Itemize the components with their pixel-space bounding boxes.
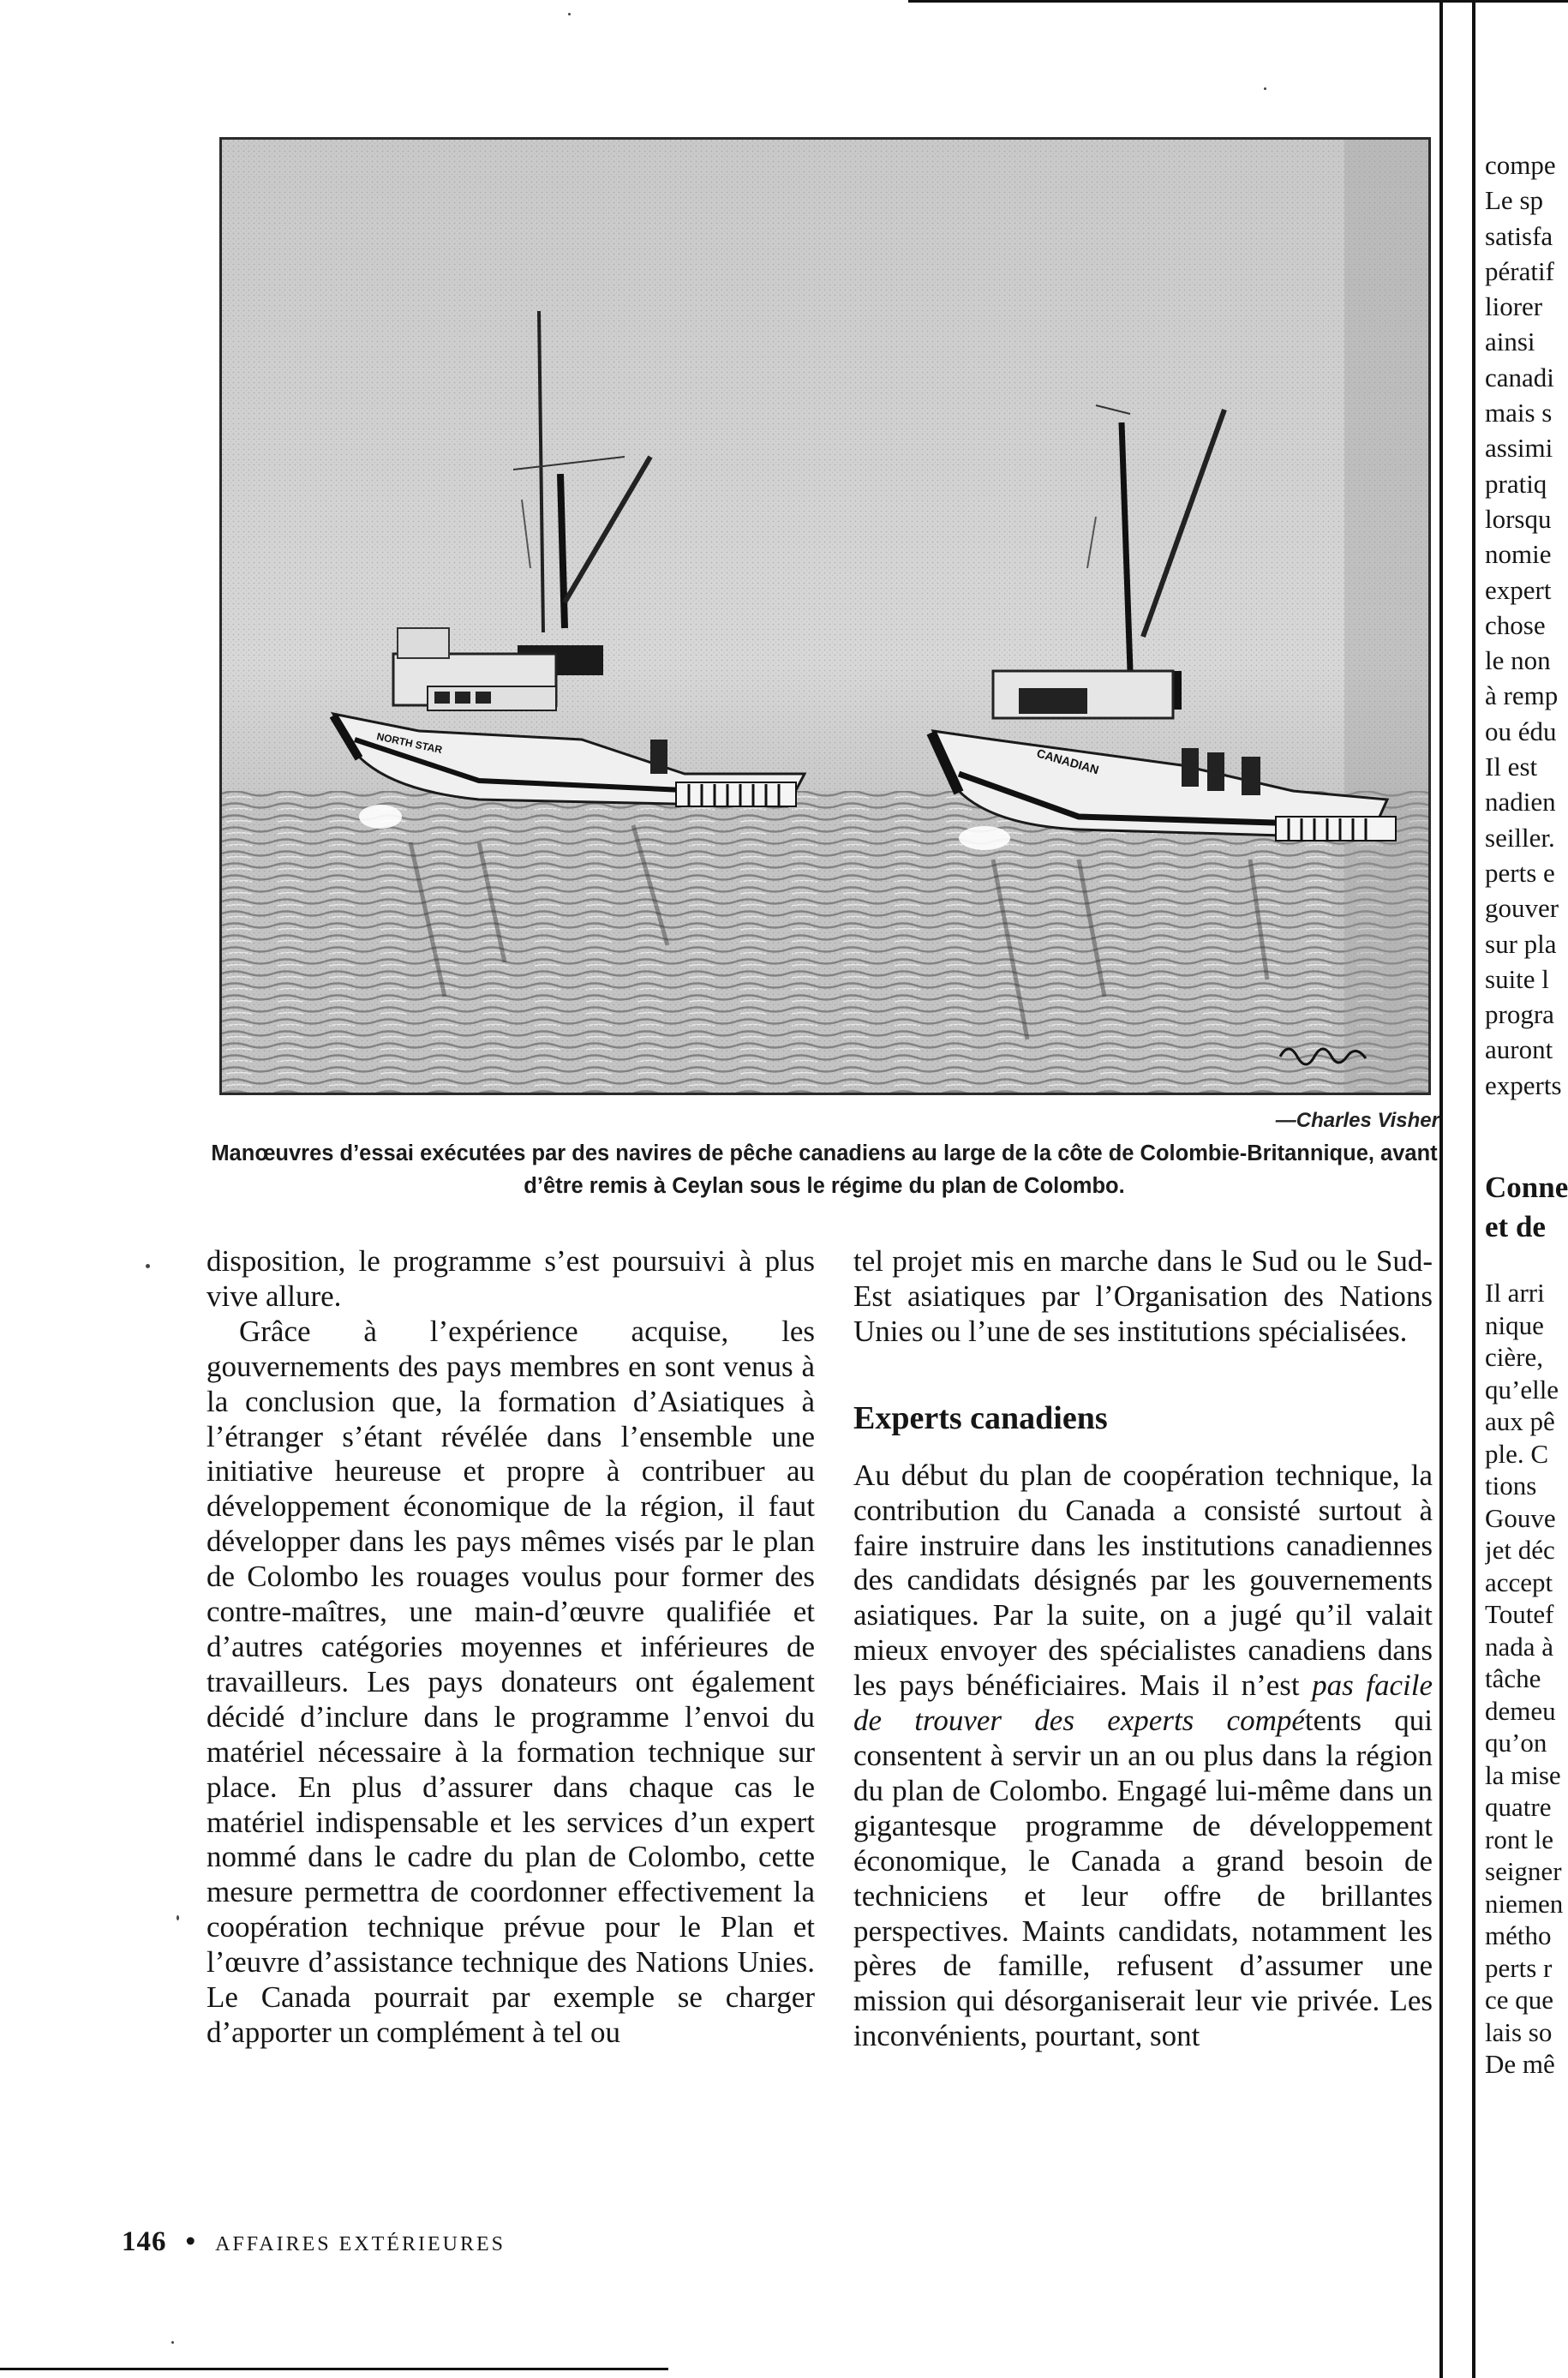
paragraph-text: tents qui consentent à servir un an ou plus dans la région du plan de Colombo. Engagé lui-même dans un gigantesque programme de développement économique, le Canada a grand besoin de techniciens et leur offre de brillantes perspectives. Maints candidats, notamment les pères de famille, refusent d’assumer une mission qui désorganiserait leur vie privée. Les inconvénients, pourtant, sont xyxy=(853,1704,1433,2053)
paragraph: tel projet mis en marche dans le Sud ou le Sud-Est asiatiques par l’Organisation des Nations Unies ou l’une de ses institutions spécialisées. xyxy=(853,1244,1433,1348)
facing-page-line: mais s xyxy=(1485,398,1553,428)
facing-page-line: experts xyxy=(1485,1069,1562,1100)
boat-right-name: CANADIAN xyxy=(1035,746,1101,777)
facing-page-line: ront le xyxy=(1485,1824,1554,1854)
facing-page-line: qu’on xyxy=(1485,1728,1547,1758)
facing-page-line: Toutef xyxy=(1485,1599,1554,1629)
gutter-rule xyxy=(1472,0,1475,2378)
left-text-column xyxy=(206,1244,815,2051)
footer-bullet: • xyxy=(185,2226,197,2257)
boat-left-name: NORTH STAR xyxy=(375,730,444,757)
facing-page-line: compe xyxy=(1485,150,1556,180)
facing-page-line: chose xyxy=(1485,609,1546,640)
photo-credit: —Charles Visher xyxy=(1275,1109,1439,1132)
section-heading: Experts canadiens xyxy=(853,1399,1108,1436)
paragraph: disposition, le programme s’est poursuivi à plus vive allure. xyxy=(206,1244,815,1313)
paragraph: Grâce à l’expérience acquise, les gouvernements des pays membres en sont venus à la conclusion que, la formation d’Asiatiques à l’étranger s’étant révélée dans l’ensemble une initiative heureuse et propre à contribuer au développement économique de la région, il faut développer dans les pays mêmes visés par le plan de Colombo les rouages voulus pour former des contre-maîtres, une main-d’œuvre qualifiée et d’autres catégories moyennes et inférieures de travailleurs. Les pays donateurs ont également décidé d’inclure dans le programme l’envoi du matériel nécessaire à la formation technique sur place. En plus d’assurer dans chaque cas le matériel indispensable et les services d’un expert nommé dans le cadre du plan de Colombo, cette mesure permettra de coordonner effectivement la coopération technique prévue pour le Plan et l’œuvre d’assistance technique des Nations Unies. Le Canada pourrait par exemple se charger d’apporter un complément à tel ou xyxy=(206,1314,815,2049)
facing-page-line: et de xyxy=(1485,1210,1546,1243)
facing-page-line: la mise xyxy=(1485,1759,1561,1790)
facing-page-text-bottom xyxy=(1485,1277,1568,2081)
facing-page-line: le non xyxy=(1485,645,1551,676)
scan-speck xyxy=(171,2341,174,2344)
scan-speck xyxy=(568,13,571,15)
facing-page-heading xyxy=(1485,1168,1568,1247)
facing-page-line: ce que xyxy=(1485,1985,1554,2015)
facing-page-line: perts e xyxy=(1485,857,1555,888)
gutter-rule xyxy=(1439,0,1443,2378)
fishing-boats-photo xyxy=(222,140,1428,1093)
photo-caption: Manœuvres d’essai exécutées par des navires de pêche canadiens au large de la côte de Colombie-Britannique, avant d’être remis à Ceylan sous le régime du plan de Colombo. xyxy=(211,1141,1438,1198)
facing-page-line: aux pê xyxy=(1485,1406,1555,1436)
facing-page-line: niemen xyxy=(1485,1888,1564,1919)
facing-page-line: Le sp xyxy=(1485,185,1544,216)
paragraph-text: Au début du plan de coopération technique, la contribution du Canada a consisté surtout à faire instruire dans les institutions canadiennes des candidats désignés par les gouvernements asiatiques. Par la suite, on a jugé qu’il valait mieux envoyer des spécialistes canadiens dans les pays bénéficiaires. Mais il n’est xyxy=(853,1458,1433,1703)
facing-page-text-top xyxy=(1485,147,1568,1103)
scan-speck xyxy=(146,1264,150,1268)
running-title: AFFAIRES EXTÉRIEURES xyxy=(215,2233,506,2255)
facing-page-line: expert xyxy=(1485,574,1552,605)
scan-speck xyxy=(1264,87,1266,90)
facing-page-line: nique xyxy=(1485,1309,1544,1340)
bottom-rule xyxy=(0,2368,668,2370)
facing-page-line: lais so xyxy=(1485,2016,1553,2047)
facing-page-line: accept xyxy=(1485,1566,1553,1597)
facing-page-line: De mê xyxy=(1485,2049,1555,2079)
scan-speck xyxy=(177,1915,179,1920)
facing-page-line: seiller. xyxy=(1485,822,1555,853)
facing-page-line: ple. C xyxy=(1485,1438,1549,1469)
facing-page-line: Il arri xyxy=(1485,1278,1545,1308)
facing-page-line: Il est xyxy=(1485,752,1538,782)
facing-page-line: seigner xyxy=(1485,1856,1562,1886)
facing-page-line: lorsqu xyxy=(1485,503,1552,534)
facing-page-line: ainsi xyxy=(1485,326,1535,357)
facing-page-line: auront xyxy=(1485,1034,1553,1065)
photograph xyxy=(219,137,1431,1095)
facing-page-line: Gouve xyxy=(1485,1502,1556,1533)
paragraph xyxy=(853,1459,1433,2054)
facing-page-line: nomie xyxy=(1485,539,1552,570)
page-number: 146 xyxy=(122,2226,167,2257)
facing-page-line: Conne xyxy=(1485,1171,1568,1204)
facing-page-line: satisfa xyxy=(1485,220,1553,251)
facing-page-line: métho xyxy=(1485,1920,1552,1950)
facing-page-line: tions xyxy=(1485,1471,1537,1500)
facing-page-line: gouver xyxy=(1485,893,1559,924)
facing-page-line: perts r xyxy=(1485,1952,1553,1983)
facing-page-line: à remp xyxy=(1485,680,1559,711)
facing-page-line: progra xyxy=(1485,999,1554,1030)
facing-page-line: suite l xyxy=(1485,963,1549,994)
facing-page-line: liorer xyxy=(1485,291,1543,322)
facing-page-line: nada à xyxy=(1485,1631,1554,1662)
middle-text-column xyxy=(853,1244,1433,2054)
facing-page-line: ou édu xyxy=(1485,716,1557,746)
facing-page-line: canadi xyxy=(1485,362,1554,392)
page-footer xyxy=(122,2226,506,2258)
facing-page-line: demeu xyxy=(1485,1695,1556,1726)
facing-page-line: nadien xyxy=(1485,787,1556,818)
italic-text: pas facile de trouver des experts compé xyxy=(853,1668,1433,1738)
facing-page-line: jet déc xyxy=(1485,1535,1555,1565)
facing-page-line: tâche xyxy=(1485,1663,1541,1693)
facing-page-line: pratiq xyxy=(1485,468,1547,499)
facing-page-line: cière, xyxy=(1485,1342,1543,1372)
facing-page-line: quatre xyxy=(1485,1792,1552,1822)
facing-page-line: pératif xyxy=(1485,255,1554,286)
top-rule xyxy=(908,0,1568,3)
facing-page-line: qu’elle xyxy=(1485,1374,1559,1405)
facing-page-line: sur pla xyxy=(1485,928,1557,959)
facing-page-line: assimi xyxy=(1485,433,1553,464)
